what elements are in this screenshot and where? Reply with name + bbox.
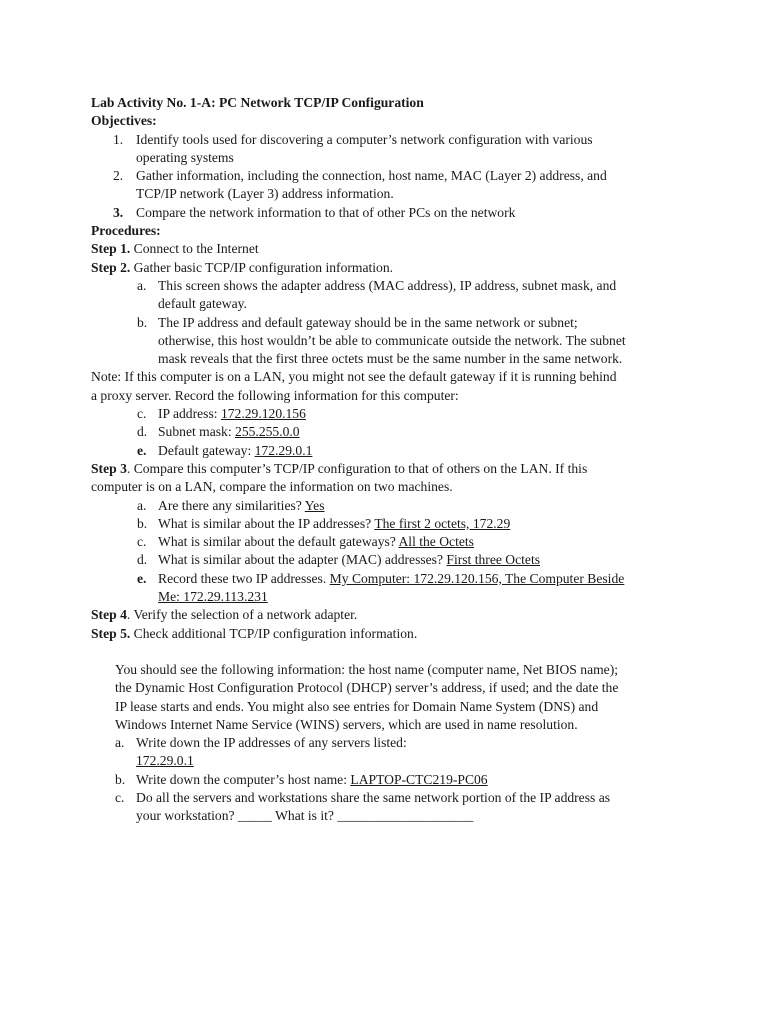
list-item [91, 734, 691, 771]
item-marker: b. [137, 314, 148, 330]
step-3 [91, 460, 691, 478]
objectives-heading: Objectives: [91, 113, 157, 129]
item-marker: e. [137, 570, 147, 586]
step-text: . Verify the selection of a network adapter. [126, 607, 358, 623]
objective-item [91, 131, 691, 168]
answer-text: Me: 172.29.113.231 [158, 589, 268, 605]
step-label: Step 3 [91, 460, 127, 476]
answer-text: Yes [304, 497, 325, 513]
objective-number: 2. [113, 168, 124, 184]
item-text: default gateway. [158, 296, 247, 312]
question-text: What is similar about the IP addresses? [158, 515, 375, 531]
list-item [91, 771, 691, 789]
paragraph-line: You should see the following information: the host name (computer name, Net BIOS name); [115, 661, 619, 677]
list-item [91, 314, 691, 369]
field-answer: 255.255.0.0 [235, 424, 300, 440]
record-item-ip [91, 405, 691, 423]
question-text: Write down the computer’s host name: [136, 771, 351, 787]
list-item [91, 551, 691, 569]
note-text: a proxy server. Record the following information for this computer: [91, 387, 459, 403]
field-answer: 172.29.120.156 [220, 406, 306, 422]
objective-text: TCP/IP network (Layer 3) address information. [136, 186, 394, 202]
answer-text: The first 2 octets, 172.29 [374, 515, 511, 531]
document-page [91, 94, 691, 826]
answer-text: 172.29.0.1 [136, 753, 194, 769]
item-text: The IP address and default gateway should be in the same network or subnet; [158, 314, 578, 330]
list-item [91, 497, 691, 515]
step-label: Step 1. [91, 241, 131, 257]
list-item [91, 277, 691, 314]
step-text: Check additional TCP/IP configuration information. [130, 625, 418, 641]
paragraph-line: IP lease starts and ends. You might also see entries for Domain Name System (DNS) and [115, 698, 599, 714]
note-text: Note: If this computer is on a LAN, you might not see the default gateway if it is running behind [91, 369, 617, 385]
objectives-list [91, 131, 691, 222]
step-3-continued: computer is on a LAN, compare the information on two machines. [91, 479, 453, 495]
item-marker: c. [137, 534, 147, 550]
item-marker: a. [115, 735, 125, 751]
answer-text: My Computer: 172.29.120.156, The Computer Beside [329, 570, 625, 586]
step-text: . Compare this computer’s TCP/IP configuration to that of others on the LAN. If this [126, 460, 588, 476]
item-text: otherwise, this host wouldn’t be able to communicate outside the network. The subnet [158, 332, 626, 348]
item-marker: a. [137, 497, 147, 513]
objective-text: Identify tools used for discovering a computer’s network configuration with various [136, 131, 593, 147]
objective-text: Gather information, including the connection, host name, MAC (Layer 2) address, and [136, 168, 607, 184]
item-text: This screen shows the adapter address (MAC address), IP address, subnet mask, and [158, 277, 617, 293]
item-marker: c. [115, 789, 125, 805]
step-2 [91, 259, 691, 277]
step-label: Step 5. [91, 625, 131, 641]
item-marker: e. [137, 442, 147, 458]
procedures-heading: Procedures: [91, 223, 161, 239]
question-text: What is similar about the default gateways? [158, 534, 399, 550]
item-marker: d. [137, 552, 148, 568]
answer-text: All the Octets [398, 534, 474, 550]
lab-title: Lab Activity No. 1-A: PC Network TCP/IP Configuration [91, 95, 424, 110]
objective-item [91, 204, 691, 222]
answer-text: First three Octets [446, 552, 541, 568]
record-item-subnet [91, 423, 691, 441]
item-marker: b. [115, 771, 126, 787]
item-marker: a. [137, 277, 147, 293]
field-label: Subnet mask: [158, 424, 236, 440]
question-text: Are there any similarities? [158, 497, 305, 513]
step-text: Connect to the Internet [130, 241, 259, 257]
step-4 [91, 606, 691, 624]
step-1 [91, 240, 691, 258]
question-text: Do all the servers and workstations share the same network portion of the IP address as [136, 789, 611, 805]
objective-item [91, 167, 691, 204]
step-label: Step 2. [91, 259, 131, 275]
objective-text: operating systems [136, 149, 234, 165]
step-text: Gather basic TCP/IP configuration information. [130, 259, 394, 275]
question-text: your workstation? _____ What is it? ____________________ [136, 808, 474, 824]
step-label: Step 4 [91, 607, 127, 623]
list-item [91, 515, 691, 533]
item-marker: c. [137, 406, 147, 422]
field-answer: 172.29.0.1 [254, 442, 313, 458]
question-text: What is similar about the adapter (MAC) addresses? [158, 552, 447, 568]
paragraph-line: the Dynamic Host Configuration Protocol (DHCP) server’s address, if used; and the date the [115, 680, 619, 696]
step-5 [91, 625, 691, 643]
record-item-gateway [91, 442, 691, 460]
item-marker: b. [137, 515, 148, 531]
question-text: Record these two IP addresses. [158, 570, 330, 586]
field-label: IP address: [158, 406, 221, 422]
objective-number: 3. [113, 204, 124, 220]
question-text: Write down the IP addresses of any servers listed: [136, 735, 407, 751]
paragraph-line: Windows Internet Name Service (WINS) servers, which are used in name resolution. [115, 716, 578, 732]
item-marker: d. [137, 424, 148, 440]
list-item [91, 570, 691, 607]
info-paragraph [91, 661, 691, 734]
list-item [91, 789, 691, 826]
objective-number: 1. [113, 131, 124, 147]
objective-text: Compare the network information to that of other PCs on the network [136, 204, 516, 220]
field-label: Default gateway: [158, 442, 255, 458]
item-text: mask reveals that the first three octets must be the same number in the same network. [158, 351, 623, 367]
list-item [91, 533, 691, 551]
answer-text: LAPTOP-CTC219-PC06 [350, 771, 488, 787]
